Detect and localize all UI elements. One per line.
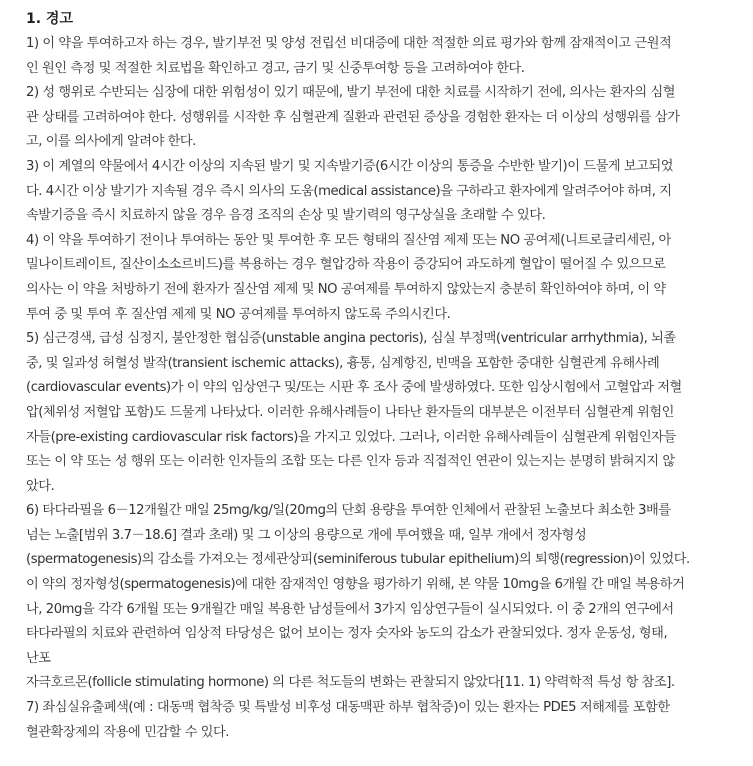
text-line: 타다라필의 치료와 관련하여 임상적 타당성은 없어 보이는 정자 숫자와 농도의 감소가 관찰되었다. 정자 운동성, 형태,	[26, 626, 668, 642]
text-line: 이 약의 정자형성(spermatogenesis)에 대한 잠재적인 영향을 평가하기 위해, 본 약물 10mg을 6개월 간 매일 복용하거	[26, 577, 685, 593]
text-line: 7) 좌심실유출폐색(예 : 대동맥 협착증 및 특발성 비후성 대동맥판 하부 협착증)이 있는 환자는 PDE5 저해제를 포함한	[26, 700, 670, 716]
text-line: 1) 이 약을 투여하고자 하는 경우, 발기부전 및 양성 전립선 비대증에 대한 적절한 의료 평가와 함께 잠재적이고 근원적	[26, 36, 672, 51]
text-line: 중, 및 일과성 허혈성 발작(transient ischemic attacks), 흉통, 심계항진, 빈맥을 포함한 중대한 심혈관계 유해사례	[26, 355, 660, 371]
text-line: 인 원인 측정 및 적절한 치료법을 확인하고 경고, 금기 및 신중투여항 등을 고려하여야 한다.	[26, 60, 525, 76]
section-body	[26, 32, 753, 745]
text-line: 2) 성 행위로 수반되는 심장에 대한 위험성이 있기 때문에, 발기 부전에 대한 치료를 시작하기 전에, 의사는 환자의 심혈	[26, 85, 676, 101]
text-line: 속발기증을 즉시 치료하지 않을 경우 음경 조직의 손상 및 발기력의 영구상실을 초래할 수 있다.	[26, 208, 546, 224]
text-line: 나, 20mg을 각각 6개월 또는 9개월간 매일 복용한 남성들에서 3가지 임상연구들이 실시되었다. 이 중 2개의 연구에서	[26, 601, 674, 617]
text-line: 밀나이트레이트, 질산이소소르비드)를 복용하는 경우 혈압강하 작용이 증강되어 과도하게 혈압이 떨어질 수 있으므로	[26, 257, 666, 273]
text-line: 고, 이를 의사에게 알려야 한다.	[26, 134, 196, 150]
text-line: 투여 중 및 투여 후 질산염 제제 및 NO 공여제를 투여하지 않도록 주의시킨다.	[26, 306, 451, 322]
warnings-section	[26, 6, 753, 745]
text-line: 다. 4시간 이상 발기가 지속될 경우 즉시 의사의 도움(medical assistance)을 구하라고 환자에게 알려주어야 하며, 지	[26, 183, 672, 199]
text-line: (spermatogenesis)의 감소를 가져오는 정세관상피(seminiferous tubular epithelium)의 퇴행(regression)이 있었다.	[26, 552, 690, 568]
text-line: 혈관확장제의 작용에 민감할 수 있다.	[26, 724, 230, 740]
text-line: 자들(pre-existing cardiovascular risk factors)을 가지고 있었다. 그러나, 이러한 유해사례들이 심혈관계 위험인자들	[26, 429, 676, 445]
text-line: 난포	[26, 650, 51, 666]
text-line: 6) 타다라필을 6－12개월간 매일 25mg/kg/일(20mg의 단회 용량을 투여한 인체에서 관찰된 노출보다 최소한 3배를	[26, 503, 671, 519]
text-line: 자극호르몬(follicle stimulating hormone) 의 다른 척도들의 변화는 관찰되지 않았다[11. 1) 약력학적 특성 항 참조].	[26, 675, 675, 691]
text-line: 관 상태를 고려하여야 한다. 성행위를 시작한 후 심혈관계 질환과 관련된 증상을 경험한 환자는 더 이상의 성행위를 삼가	[26, 109, 680, 125]
text-line: 또는 이 약 또는 성 행위 또는 이러한 인자들의 조합 또는 다른 인자 등과 직접적인 연관이 있는지는 분명히 밝혀지지 않	[26, 454, 675, 470]
text-line: 의사는 이 약을 처방하기 전에 환자가 질산염 제제 및 NO 공여제를 투여하지 않았는지 충분히 확인하여야 하며, 이 약	[26, 281, 666, 297]
text-line: 3) 이 계열의 약물에서 4시간 이상의 지속된 발기 및 지속발기증(6시간 이상의 통증을 수반한 발기)이 드물게 보고되었	[26, 158, 674, 174]
section-heading: 1. 경고	[26, 11, 73, 27]
text-line: 5) 심근경색, 급성 심정지, 불안정한 협심증(unstable angina pectoris), 심실 부정맥(ventricular arrhythmia), 뇌졸	[26, 331, 676, 347]
text-line: 았다.	[26, 478, 55, 494]
text-line: 4) 이 약을 투여하기 전이나 투여하는 동안 및 투여한 후 모든 형태의 질산염 제제 또는 NO 공여제(니트로글리세린, 아	[26, 232, 671, 248]
text-line: 넘는 노출[범위 3.7－18.6] 결과 초래) 및 그 이상의 용량으로 개에 투여했을 때, 일부 개에서 정자형성	[26, 527, 587, 543]
text-line: (cardiovascular events)가 이 약의 임상연구 및/또는 시판 후 조사 중에 발생하였다. 또한 임상시험에서 고혈압과 저혈	[26, 380, 682, 396]
text-line: 압(체위성 저혈압 포함)도 드물게 나타났다. 이러한 유해사례들이 나타난 환자들의 대부분은 이전부터 심혈관계 위험인	[26, 404, 674, 420]
